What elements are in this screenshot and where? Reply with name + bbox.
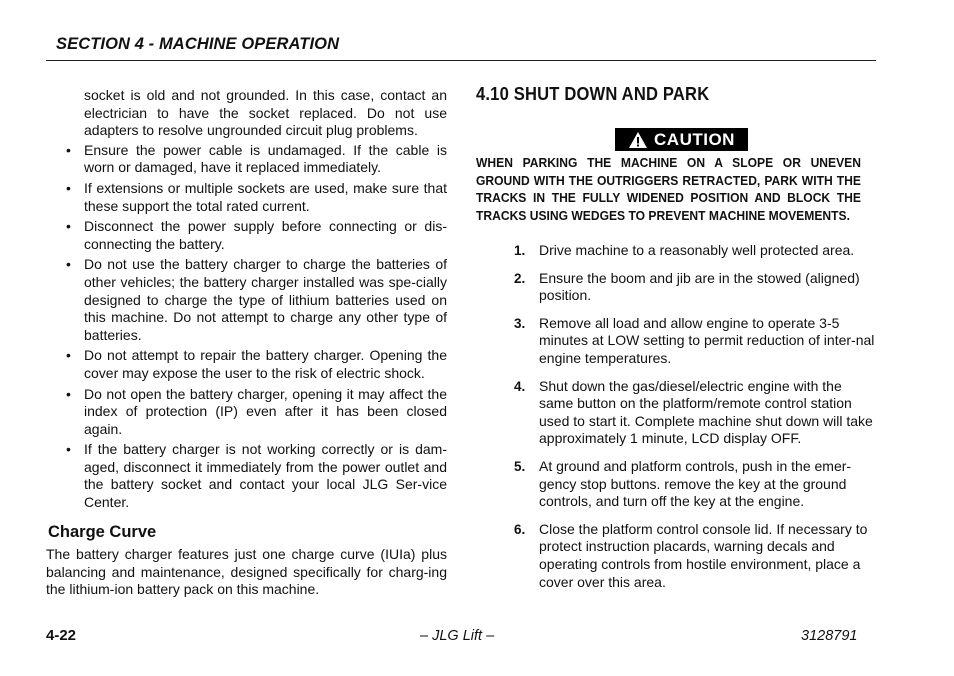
caution-label: CAUTION [654,129,735,149]
list-item [514,242,877,260]
page-number: 4-22 [46,627,77,644]
intro-paragraph: socket is old and not grounded. In this case, contact an electrician to have the socket replaced. Do not use adapters to resolve ungrounded circuit plug problems. [84,87,447,139]
bullet-icon: • [66,218,71,235]
step-number: 5. [514,458,526,474]
bullet-icon: • [66,141,71,158]
bullet-text: Do not open the battery charger, opening it may affect the index of protection (IP) even after it has been closed again. [84,385,447,437]
bullet-text: Ensure the power cable is undamaged. If the cable is worn or damaged, have it replaced immediately. [84,141,447,176]
footer-brand: – JLG Lift – [420,628,495,644]
bullet-icon: • [66,441,71,458]
list-item [514,458,877,511]
list-item [46,218,447,253]
step-text: At ground and platform controls, push in the emer-gency stop buttons. remove the key at the ground controls, and turn off the key at the engine. [539,457,852,510]
shutdown-steps-list [514,242,877,601]
step-number: 1. [514,243,526,258]
step-text: Remove all load and allow engine to operate 3-5 minutes at LOW setting to permit reduction of inter-nal engine temperatures. [539,314,875,366]
step-number: 6. [514,521,526,537]
section-title: SECTION 4 - MACHINE OPERATION [56,35,340,53]
step-text: Close the platform control console lid. If necessary to protect instruction placards, warning decals and operating controls from hostile environment, place a cover over this area. [539,520,868,590]
step-text: Ensure the boom and jib are in the stowed (aligned) position. [539,269,860,304]
bullet-icon: • [66,347,71,364]
bullet-icon: • [66,385,71,402]
bullet-text: If the battery charger is not working correctly or is dam-aged, disconnect it immediately from the power outlet and the battery socket and contact your local JLG Ser-vice Center. [84,441,447,511]
list-item [46,180,447,215]
header-divider [46,60,876,61]
document-number: 3128791 [801,628,858,644]
step-number: 3. [514,315,526,331]
right-column [476,84,877,590]
section-heading: 4.10 SHUT DOWN AND PARK [476,84,710,104]
list-item [46,142,447,177]
list-item [514,521,877,591]
list-item [514,315,877,368]
caution-message: WHEN PARKING THE MACHINE ON A SLOPE OR UNEVEN GROUND WITH THE OUTRIGGERS RETRACTED, PARK WITH THE TRACKS IN THE FULLY WIDENED POSITION AND BLOCK THE TRACKS USING WEDGES TO PREVENT MACHINE MOVEMENTS. [476,156,861,223]
list-item [514,270,877,305]
list-item [46,347,447,382]
bullet-icon: • [66,256,71,273]
step-text: Shut down the gas/diesel/electric engine with the same button on the platform/remote control station used to start it. Complete machine shut down will take approximately 1 minute, LCD display OFF. [539,377,873,447]
step-text: Drive machine to a reasonably well protected area. [539,242,855,258]
warning-triangle-icon [628,131,648,149]
bullet-icon: • [66,179,71,196]
list-item [514,378,877,448]
list-item [46,441,447,511]
safety-bullet-list [46,142,447,512]
list-item [46,256,447,344]
charge-curve-paragraph: The battery charger features just one charge curve (IUIa) plus balancing and maintenance, designed specifically for charg-ing the lithium-ion battery pack on this machine. [46,546,447,598]
caution-banner [615,128,748,151]
list-item [46,386,447,439]
charge-curve-heading: Charge Curve [48,522,157,541]
left-column [46,87,447,599]
bullet-text: Disconnect the power supply before connecting or dis-connecting the battery. [84,218,447,252]
bullet-text: If extensions or multiple sockets are used, make sure that these support the total rated current. [84,179,447,214]
bullet-text: Do not attempt to repair the battery charger. Opening the cover may expose the user to the risk of electric shock. [84,347,447,381]
bullet-text: Do not use the battery charger to charge the batteries of other vehicles; the battery charger installed was spe-cially designed to charge the type of lithium batteries used on this machine. Do not attempt to charge any other type of batteries. [84,256,447,343]
step-number: 4. [514,378,526,394]
step-number: 2. [514,270,526,286]
